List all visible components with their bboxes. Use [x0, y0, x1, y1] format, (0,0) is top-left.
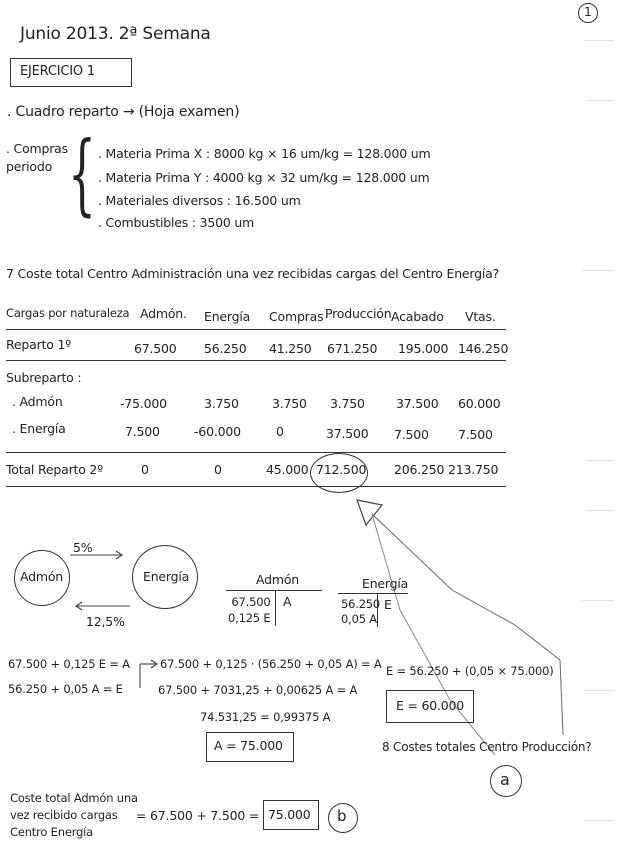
table-cell: 7.500 — [394, 427, 429, 442]
page-number: 1 — [584, 4, 592, 19]
table-cell: -75.000 — [120, 396, 167, 411]
result-a: A = 75.000 — [214, 738, 283, 753]
mark-b: b — [337, 807, 347, 825]
table-cell: 3.750 — [330, 396, 365, 411]
col-header: Cargas por naturaleza — [6, 306, 130, 320]
compras-item: . Materia Prima Y : 4000 kg × 32 um/kg = 128.000 um — [98, 170, 430, 185]
table-cell: Reparto 1º — [6, 337, 71, 352]
table-cell: 37.500 — [326, 426, 369, 441]
table-cell: 671.250 — [327, 341, 378, 356]
t-account-admon-title: Admón — [256, 572, 300, 587]
exercise-label: EJERCICIO 1 — [20, 64, 95, 79]
equation: 74.531,25 = 0,99375 A — [200, 710, 331, 724]
equation: 67.500 + 0,125 E = A — [8, 657, 130, 671]
table-cell: 195.000 — [398, 341, 449, 356]
table-cell: 206.250 — [394, 462, 445, 477]
equation: 67.500 + 0,125 · (56.250 + 0,05 A) = A — [160, 657, 382, 671]
table-cell: 3.750 — [204, 396, 239, 411]
table-cell: 213.750 — [448, 462, 499, 477]
table-cell: 60.000 — [458, 396, 501, 411]
mark-a: a — [500, 770, 510, 789]
table-cell: Total Reparto 2º — [6, 462, 103, 477]
table-cell: 3.750 — [272, 396, 307, 411]
table-cell: 0 — [214, 462, 222, 477]
t-account-admon-right: A — [283, 594, 292, 609]
table-cell: 146.250 — [458, 341, 509, 356]
table-cell: . Energía — [12, 421, 66, 436]
result-e: E = 60.000 — [396, 698, 465, 713]
col-header: Acabado — [391, 309, 444, 324]
t-account-energia-title: Energía — [362, 576, 409, 591]
pct-top: 5% — [73, 540, 93, 555]
col-header: Energía — [204, 309, 251, 324]
intro-line: . Cuadro reparto → (Hoja examen) — [7, 104, 240, 120]
compras-label: . Compras periodo — [6, 141, 68, 174]
col-header: Admón. — [140, 306, 187, 321]
equation: E = 56.250 + (0,05 × 75.000) — [386, 664, 554, 678]
table-cell: . Admón — [12, 394, 63, 409]
q8-title: 8 Costes totales Centro Producción? — [382, 740, 592, 754]
table-cell: Subreparto : — [6, 370, 82, 385]
node-energia-label: Energía — [143, 569, 190, 584]
table-cell: 7.500 — [125, 424, 160, 439]
t-account-energia-left: 56.250 0,05 A — [341, 597, 381, 626]
compras-item: . Combustibles : 3500 um — [98, 215, 255, 230]
footer-expression: = 67.500 + 7.500 = — [136, 808, 260, 823]
q7-title: 7 Coste total Centro Administración una vez recibidas cargas del Centro Energía? — [6, 266, 500, 281]
pct-bottom: 12,5% — [86, 614, 125, 629]
table-cell: 712.500 — [316, 462, 367, 477]
table-cell: 56.250 — [204, 341, 247, 356]
table-cell: 7.500 — [458, 427, 493, 442]
table-cell: 0 — [276, 424, 284, 439]
compras-item: . Materiales diversos : 16.500 um — [98, 193, 301, 208]
equation: 67.500 + 7031,25 + 0,00625 A = A — [158, 683, 358, 697]
compras-item: . Materia Prima X : 8000 kg × 16 um/kg = 128.000 um — [98, 146, 431, 161]
table-cell: 41.250 — [269, 341, 312, 356]
table-cell: 0 — [141, 462, 149, 477]
page-title: Junio 2013. 2ª Semana — [20, 24, 211, 44]
col-header: Compras — [269, 309, 324, 324]
col-header: Producción — [325, 306, 392, 321]
col-header: Vtas. — [465, 309, 496, 324]
table-cell: -60.000 — [194, 424, 241, 439]
t-account-energia-right: E — [384, 597, 392, 612]
footer-result: 75.000 — [268, 807, 311, 822]
table-cell: 37.500 — [396, 396, 439, 411]
compras-brace: { — [68, 122, 96, 225]
equation: 56.250 + 0,05 A = E — [8, 682, 123, 696]
node-admon-label: Admón — [20, 569, 64, 584]
t-account-admon-left: 67.500 0,125 E — [228, 595, 271, 625]
table-cell: 67.500 — [134, 341, 177, 356]
table-cell: 45.000 — [266, 462, 309, 477]
footer-label: Coste total Admón una vez recibido cargas Centro Energía — [10, 791, 138, 839]
